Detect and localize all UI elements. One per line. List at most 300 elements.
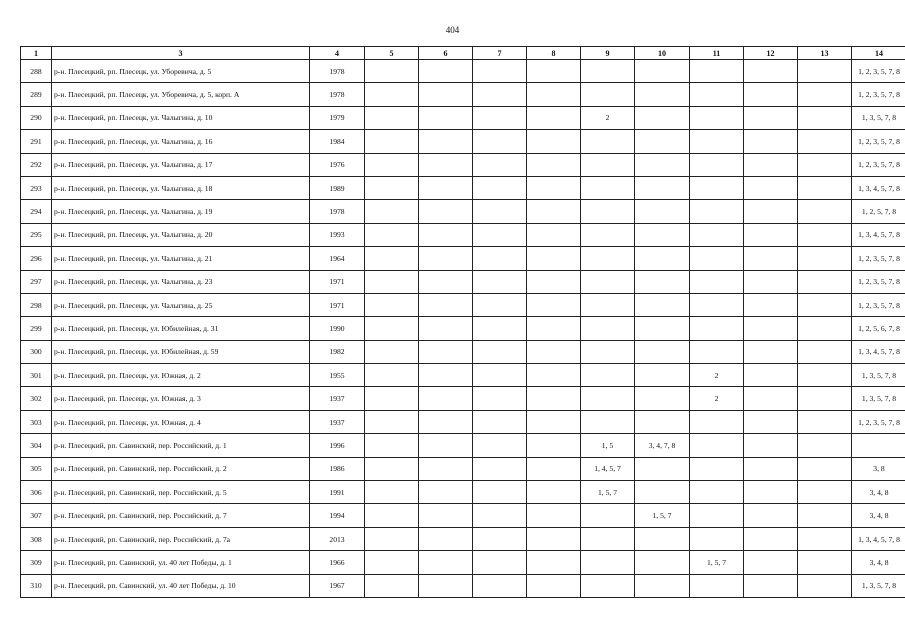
table-cell bbox=[473, 60, 527, 83]
year-cell: 1937 bbox=[310, 387, 365, 410]
table-cell bbox=[365, 176, 419, 199]
table-cell bbox=[419, 60, 473, 83]
table-cell bbox=[473, 504, 527, 527]
table-cell bbox=[690, 106, 744, 129]
table-cell bbox=[690, 527, 744, 550]
table-cell bbox=[419, 176, 473, 199]
year-cell: 1994 bbox=[310, 504, 365, 527]
table-cell bbox=[581, 387, 635, 410]
address-cell: р-н. Плесецкий, рп. Плесецк, ул. Чалыгина, д. 21 bbox=[52, 247, 310, 270]
table-cell bbox=[527, 574, 581, 597]
year-cell: 1978 bbox=[310, 60, 365, 83]
table-cell bbox=[473, 270, 527, 293]
table-cell bbox=[690, 574, 744, 597]
table-cell bbox=[744, 130, 798, 153]
table-cell: 3, 4, 7, 8 bbox=[635, 434, 690, 457]
table-cell bbox=[798, 504, 852, 527]
table-cell bbox=[798, 410, 852, 433]
table-cell bbox=[690, 200, 744, 223]
table-cell bbox=[581, 270, 635, 293]
table-cell bbox=[690, 270, 744, 293]
row-number-cell: 296 bbox=[21, 247, 52, 270]
table-cell bbox=[690, 340, 744, 363]
column-header-9: 9 bbox=[581, 47, 635, 60]
table-cell bbox=[744, 551, 798, 574]
column-header-7: 7 bbox=[473, 47, 527, 60]
table-cell: 1, 2, 3, 5, 7, 8 bbox=[852, 83, 905, 106]
table-cell bbox=[365, 574, 419, 597]
table-cell bbox=[365, 410, 419, 433]
year-cell: 1967 bbox=[310, 574, 365, 597]
year-cell: 1984 bbox=[310, 130, 365, 153]
table-cell bbox=[473, 223, 527, 246]
table-cell: 3, 4, 8 bbox=[852, 504, 905, 527]
address-cell: р-н. Плесецкий, рп. Савинский, ул. 40 лет Победы, д. 10 bbox=[52, 574, 310, 597]
table-cell bbox=[419, 387, 473, 410]
table-cell bbox=[744, 504, 798, 527]
table-cell bbox=[473, 317, 527, 340]
table-cell bbox=[473, 457, 527, 480]
year-cell: 1964 bbox=[310, 247, 365, 270]
table-cell bbox=[473, 434, 527, 457]
table-cell bbox=[798, 200, 852, 223]
table-row bbox=[21, 457, 905, 480]
table-cell bbox=[365, 364, 419, 387]
table-cell bbox=[419, 457, 473, 480]
column-header-13: 13 bbox=[798, 47, 852, 60]
address-cell: р-н. Плесецкий, рп. Плесецк, ул. Чалыгина, д. 25 bbox=[52, 293, 310, 316]
table-row bbox=[21, 527, 905, 550]
table-row bbox=[21, 200, 905, 223]
table-cell bbox=[635, 200, 690, 223]
table-cell: 1, 4, 5, 7 bbox=[581, 457, 635, 480]
table-cell bbox=[527, 481, 581, 504]
address-cell: р-н. Плесецкий, рп. Савинский, пер. Российский, д. 5 bbox=[52, 481, 310, 504]
address-cell: р-н. Плесецкий, рп. Плесецк, ул. Уборевича, д. 5 bbox=[52, 60, 310, 83]
row-number-cell: 293 bbox=[21, 176, 52, 199]
table-cell: 2 bbox=[581, 106, 635, 129]
table-cell bbox=[581, 176, 635, 199]
table-cell bbox=[527, 247, 581, 270]
table-cell bbox=[690, 457, 744, 480]
table-cell bbox=[798, 293, 852, 316]
address-cell: р-н. Плесецкий, рп. Савинский, пер. Российский, д. 2 bbox=[52, 457, 310, 480]
table-cell: 1, 3, 5, 7, 8 bbox=[852, 364, 905, 387]
table-cell bbox=[744, 153, 798, 176]
row-number-cell: 290 bbox=[21, 106, 52, 129]
column-header-12: 12 bbox=[744, 47, 798, 60]
table-cell bbox=[365, 504, 419, 527]
table-cell bbox=[473, 176, 527, 199]
table-cell bbox=[635, 60, 690, 83]
table-cell bbox=[635, 364, 690, 387]
table-cell bbox=[635, 270, 690, 293]
table-row bbox=[21, 83, 905, 106]
table-cell bbox=[744, 317, 798, 340]
table-cell bbox=[527, 130, 581, 153]
table-body bbox=[21, 60, 905, 598]
table-row bbox=[21, 340, 905, 363]
table-cell bbox=[473, 574, 527, 597]
table-cell: 1, 2, 3, 5, 7, 8 bbox=[852, 153, 905, 176]
year-cell: 1979 bbox=[310, 106, 365, 129]
row-number-cell: 297 bbox=[21, 270, 52, 293]
year-cell: 1990 bbox=[310, 317, 365, 340]
table-cell bbox=[419, 223, 473, 246]
table-cell bbox=[690, 434, 744, 457]
year-cell: 1937 bbox=[310, 410, 365, 433]
table-cell bbox=[581, 504, 635, 527]
table-cell bbox=[581, 223, 635, 246]
table-cell bbox=[690, 176, 744, 199]
address-cell: р-н. Плесецкий, рп. Савинский, ул. 40 лет Победы, д. 1 bbox=[52, 551, 310, 574]
table-cell bbox=[798, 270, 852, 293]
table-cell bbox=[744, 293, 798, 316]
table-cell bbox=[744, 457, 798, 480]
table-cell bbox=[365, 130, 419, 153]
address-cell: р-н. Плесецкий, рп. Плесецк, ул. Чалыгина, д. 10 bbox=[52, 106, 310, 129]
address-cell: р-н. Плесецкий, рп. Плесецк, ул. Чалыгина, д. 19 bbox=[52, 200, 310, 223]
table-cell bbox=[581, 83, 635, 106]
row-number-cell: 289 bbox=[21, 83, 52, 106]
table-cell bbox=[419, 527, 473, 550]
table-cell bbox=[635, 527, 690, 550]
table-cell bbox=[798, 60, 852, 83]
table-cell: 1, 3, 4, 5, 7, 8 bbox=[852, 223, 905, 246]
row-number-cell: 307 bbox=[21, 504, 52, 527]
table-cell bbox=[798, 176, 852, 199]
year-cell: 1989 bbox=[310, 176, 365, 199]
row-number-cell: 300 bbox=[21, 340, 52, 363]
column-header-8: 8 bbox=[527, 47, 581, 60]
table-cell bbox=[635, 106, 690, 129]
table-row bbox=[21, 410, 905, 433]
row-number-cell: 305 bbox=[21, 457, 52, 480]
table-cell bbox=[365, 270, 419, 293]
table-row bbox=[21, 130, 905, 153]
table-cell bbox=[527, 223, 581, 246]
row-number-cell: 288 bbox=[21, 60, 52, 83]
table-cell bbox=[581, 60, 635, 83]
table-cell bbox=[473, 481, 527, 504]
row-number-cell: 304 bbox=[21, 434, 52, 457]
row-number-cell: 302 bbox=[21, 387, 52, 410]
table-cell bbox=[690, 83, 744, 106]
table-cell bbox=[744, 340, 798, 363]
table-cell bbox=[690, 153, 744, 176]
table-cell bbox=[527, 293, 581, 316]
table-cell: 1, 3, 5, 7, 8 bbox=[852, 387, 905, 410]
table-cell bbox=[419, 83, 473, 106]
column-header-5: 5 bbox=[365, 47, 419, 60]
table-cell bbox=[419, 106, 473, 129]
table-cell: 1, 2, 3, 5, 7, 8 bbox=[852, 247, 905, 270]
table-cell bbox=[365, 106, 419, 129]
table-cell bbox=[473, 293, 527, 316]
table-cell bbox=[419, 574, 473, 597]
table-cell: 3, 4, 8 bbox=[852, 551, 905, 574]
address-cell: р-н. Плесецкий, рп. Плесецк, ул. Чалыгина, д. 18 bbox=[52, 176, 310, 199]
table-cell bbox=[473, 410, 527, 433]
row-number-cell: 299 bbox=[21, 317, 52, 340]
table-cell bbox=[744, 364, 798, 387]
table-cell bbox=[798, 130, 852, 153]
row-number-cell: 310 bbox=[21, 574, 52, 597]
table-row bbox=[21, 153, 905, 176]
table-cell bbox=[798, 551, 852, 574]
table-row bbox=[21, 223, 905, 246]
table-cell bbox=[690, 223, 744, 246]
table-cell bbox=[635, 176, 690, 199]
table-cell bbox=[419, 247, 473, 270]
table-cell bbox=[635, 153, 690, 176]
table-cell bbox=[473, 83, 527, 106]
table-cell bbox=[365, 387, 419, 410]
table-cell bbox=[365, 223, 419, 246]
table-cell bbox=[798, 340, 852, 363]
table-cell bbox=[473, 247, 527, 270]
table-cell: 1, 2, 3, 5, 7, 8 bbox=[852, 60, 905, 83]
table-cell bbox=[635, 247, 690, 270]
table-cell: 1, 3, 4, 5, 7, 8 bbox=[852, 340, 905, 363]
table-cell bbox=[527, 410, 581, 433]
table-cell bbox=[690, 317, 744, 340]
address-cell: р-н. Плесецкий, рп. Плесецк, ул. Чалыгина, д. 17 bbox=[52, 153, 310, 176]
row-number-cell: 298 bbox=[21, 293, 52, 316]
table-cell bbox=[635, 457, 690, 480]
table-row bbox=[21, 434, 905, 457]
table-cell bbox=[635, 574, 690, 597]
table-cell bbox=[581, 247, 635, 270]
table-cell: 1, 2, 5, 7, 8 bbox=[852, 200, 905, 223]
address-cell: р-н. Плесецкий, рп. Савинский, пер. Российский, д. 7а bbox=[52, 527, 310, 550]
year-cell: 1978 bbox=[310, 83, 365, 106]
table-cell bbox=[744, 574, 798, 597]
table-cell bbox=[690, 504, 744, 527]
table-cell bbox=[744, 200, 798, 223]
table-cell bbox=[798, 247, 852, 270]
table-cell bbox=[581, 340, 635, 363]
table-cell bbox=[635, 293, 690, 316]
table-cell bbox=[365, 83, 419, 106]
table-cell: 1, 2, 3, 5, 7, 8 bbox=[852, 410, 905, 433]
table-row bbox=[21, 176, 905, 199]
table-cell bbox=[635, 223, 690, 246]
table-cell bbox=[690, 293, 744, 316]
table-cell bbox=[527, 434, 581, 457]
table-row bbox=[21, 317, 905, 340]
table-cell bbox=[798, 387, 852, 410]
table-cell bbox=[419, 434, 473, 457]
address-cell: р-н. Плесецкий, рп. Плесецк, ул. Чалыгина, д. 16 bbox=[52, 130, 310, 153]
table-cell bbox=[798, 527, 852, 550]
table-cell bbox=[581, 410, 635, 433]
table-cell bbox=[473, 153, 527, 176]
row-number-cell: 292 bbox=[21, 153, 52, 176]
table-cell bbox=[581, 574, 635, 597]
table-cell bbox=[744, 481, 798, 504]
table-cell: 1, 5, 7 bbox=[690, 551, 744, 574]
table-cell bbox=[527, 176, 581, 199]
table-cell bbox=[798, 434, 852, 457]
address-cell: р-н. Плесецкий, рп. Плесецк, ул. Южная, д. 4 bbox=[52, 410, 310, 433]
column-header-4: 4 bbox=[310, 47, 365, 60]
table-row bbox=[21, 364, 905, 387]
table-cell bbox=[419, 481, 473, 504]
table-cell bbox=[744, 106, 798, 129]
address-cell: р-н. Плесецкий, рп. Плесецк, ул. Чалыгина, д. 23 bbox=[52, 270, 310, 293]
table-cell bbox=[798, 574, 852, 597]
table-cell bbox=[419, 340, 473, 363]
table-cell bbox=[527, 340, 581, 363]
table-cell bbox=[635, 83, 690, 106]
table-cell bbox=[419, 364, 473, 387]
table-cell: 2 bbox=[690, 364, 744, 387]
table-cell bbox=[473, 387, 527, 410]
year-cell: 1978 bbox=[310, 200, 365, 223]
table-cell bbox=[581, 317, 635, 340]
address-cell: р-н. Плесецкий, рп. Плесецк, ул. Южная, д. 2 bbox=[52, 364, 310, 387]
table-row bbox=[21, 551, 905, 574]
table-cell: 1, 2, 3, 5, 7, 8 bbox=[852, 130, 905, 153]
row-number-cell: 301 bbox=[21, 364, 52, 387]
table-cell bbox=[690, 130, 744, 153]
table-cell bbox=[527, 60, 581, 83]
year-cell: 1966 bbox=[310, 551, 365, 574]
table-cell bbox=[690, 410, 744, 433]
table-cell bbox=[527, 153, 581, 176]
address-cell: р-н. Плесецкий, рп. Плесецк, ул. Чалыгина, д. 20 bbox=[52, 223, 310, 246]
table-cell bbox=[798, 317, 852, 340]
table-cell bbox=[581, 364, 635, 387]
table-cell bbox=[635, 551, 690, 574]
table-row bbox=[21, 60, 905, 83]
table-cell bbox=[365, 317, 419, 340]
table-cell bbox=[690, 247, 744, 270]
register-table bbox=[20, 46, 905, 598]
table-cell bbox=[581, 130, 635, 153]
row-number-cell: 291 bbox=[21, 130, 52, 153]
table-cell: 1, 2, 5, 6, 7, 8 bbox=[852, 317, 905, 340]
table-cell bbox=[635, 340, 690, 363]
table-cell bbox=[744, 247, 798, 270]
header-row bbox=[21, 47, 905, 60]
column-header-6: 6 bbox=[419, 47, 473, 60]
table-cell bbox=[744, 527, 798, 550]
year-cell: 1996 bbox=[310, 434, 365, 457]
year-cell: 1993 bbox=[310, 223, 365, 246]
row-number-cell: 308 bbox=[21, 527, 52, 550]
table-cell bbox=[527, 364, 581, 387]
table-cell: 1, 2, 3, 5, 7, 8 bbox=[852, 270, 905, 293]
table-cell bbox=[527, 504, 581, 527]
table-cell bbox=[581, 200, 635, 223]
table-cell bbox=[419, 504, 473, 527]
table-cell bbox=[473, 106, 527, 129]
table-cell: 1, 3, 4, 5, 7, 8 bbox=[852, 527, 905, 550]
table-cell bbox=[690, 60, 744, 83]
table-row bbox=[21, 293, 905, 316]
table-cell: 2 bbox=[690, 387, 744, 410]
table-cell bbox=[419, 317, 473, 340]
table-cell bbox=[365, 481, 419, 504]
table-cell bbox=[744, 223, 798, 246]
table-cell bbox=[473, 364, 527, 387]
table-cell bbox=[744, 83, 798, 106]
year-cell: 1971 bbox=[310, 270, 365, 293]
table-cell bbox=[473, 200, 527, 223]
table-cell bbox=[635, 130, 690, 153]
row-number-cell: 306 bbox=[21, 481, 52, 504]
table-cell bbox=[744, 60, 798, 83]
column-header-10: 10 bbox=[635, 47, 690, 60]
table-row bbox=[21, 481, 905, 504]
address-cell: р-н. Плесецкий, рп. Плесецк, ул. Южная, д. 3 bbox=[52, 387, 310, 410]
table-cell bbox=[527, 270, 581, 293]
address-cell: р-н. Плесецкий, рп. Плесецк, ул. Юбилейная, д. 31 bbox=[52, 317, 310, 340]
table-cell bbox=[581, 551, 635, 574]
row-number-cell: 294 bbox=[21, 200, 52, 223]
table-cell bbox=[527, 457, 581, 480]
table-row bbox=[21, 387, 905, 410]
table-cell bbox=[581, 527, 635, 550]
row-number-cell: 309 bbox=[21, 551, 52, 574]
address-cell: р-н. Плесецкий, рп. Савинский, пер. Российский, д. 1 bbox=[52, 434, 310, 457]
year-cell: 1971 bbox=[310, 293, 365, 316]
table-cell bbox=[419, 270, 473, 293]
table-row bbox=[21, 106, 905, 129]
table-cell: 1, 3, 4, 5, 7, 8 bbox=[852, 176, 905, 199]
row-number-cell: 295 bbox=[21, 223, 52, 246]
table-cell bbox=[744, 176, 798, 199]
table-cell bbox=[473, 340, 527, 363]
year-cell: 1991 bbox=[310, 481, 365, 504]
table-cell bbox=[473, 130, 527, 153]
table-cell: 1, 3, 5, 7, 8 bbox=[852, 574, 905, 597]
table-cell bbox=[852, 434, 905, 457]
year-cell: 1976 bbox=[310, 153, 365, 176]
table-cell bbox=[473, 527, 527, 550]
table-row bbox=[21, 574, 905, 597]
table-cell: 1, 5, 7 bbox=[635, 504, 690, 527]
table-cell bbox=[527, 317, 581, 340]
table-cell bbox=[798, 106, 852, 129]
table-cell: 1, 5, 7 bbox=[581, 481, 635, 504]
table-cell bbox=[798, 83, 852, 106]
year-cell: 1955 bbox=[310, 364, 365, 387]
table-cell bbox=[527, 106, 581, 129]
table-cell bbox=[365, 340, 419, 363]
table-cell bbox=[419, 551, 473, 574]
table-cell bbox=[581, 293, 635, 316]
table-cell bbox=[798, 153, 852, 176]
table-cell bbox=[419, 200, 473, 223]
row-number-cell: 303 bbox=[21, 410, 52, 433]
table-cell bbox=[798, 364, 852, 387]
table-cell bbox=[365, 551, 419, 574]
table-cell bbox=[527, 83, 581, 106]
table-cell bbox=[365, 527, 419, 550]
column-header-11: 11 bbox=[690, 47, 744, 60]
table-cell bbox=[419, 410, 473, 433]
table-cell bbox=[798, 457, 852, 480]
table-cell bbox=[365, 60, 419, 83]
table-cell bbox=[365, 457, 419, 480]
table-cell bbox=[527, 551, 581, 574]
table-row bbox=[21, 247, 905, 270]
table-cell: 3, 8 bbox=[852, 457, 905, 480]
table-cell bbox=[798, 481, 852, 504]
